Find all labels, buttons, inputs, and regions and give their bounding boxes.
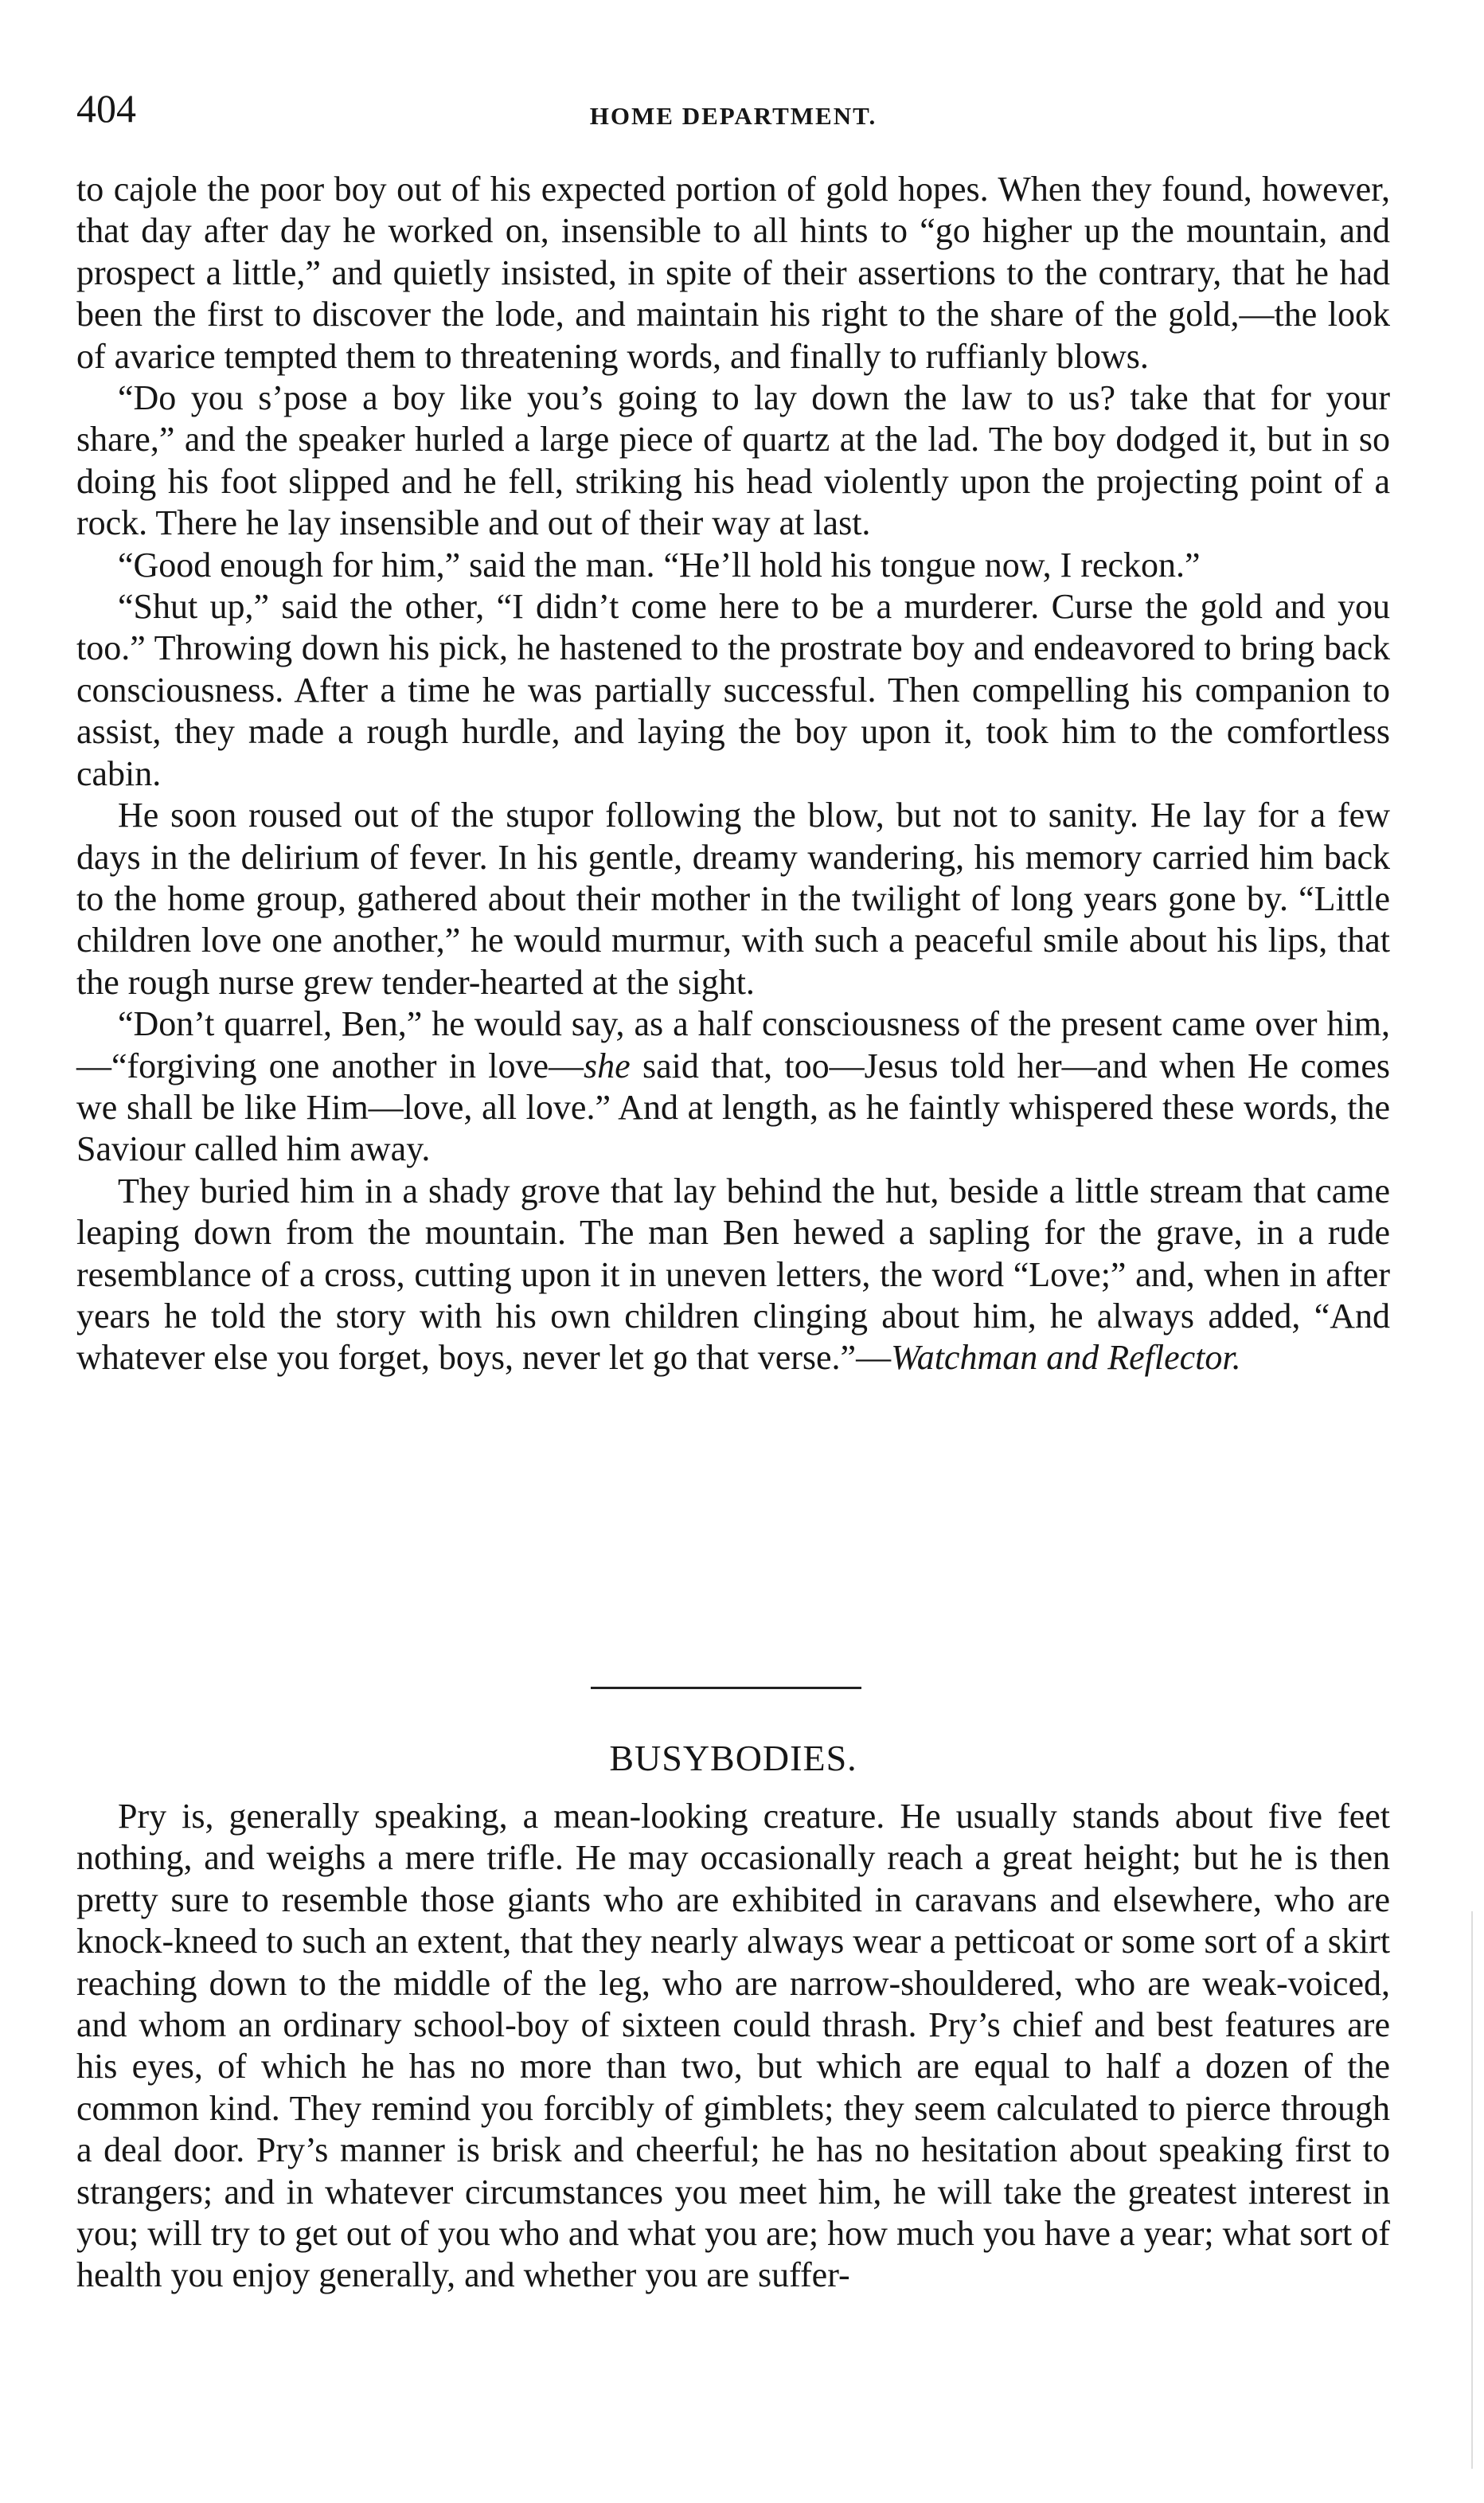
story-paragraph-5: He soon roused out of the stupor following the blow, but not to sanity. He lay for a few days in the delirium of fever. In his gentle, dreamy wandering, his memory carried him back to the home group, gathered about their mother in the twilight of long years gone by. “Little children love one another,” he would murmur, with such a peaceful smile about his lips, that the rough nurse grew tender-hearted at the sight. xyxy=(76,796,1390,1002)
story-paragraph-7-text: They buried him in a shady grove that lay behind the hut, beside a little stream that came leaping down from the mountain. The man Ben hewed a sapling for the grave, in a rude resemblance of a cross, cutting upon it in uneven letters, the word “Love;” and, when in after years he told the story with his own children clinging about him, he always added, “And whatever else you forget, boys, never let go that verse.”— xyxy=(76,1171,1390,1378)
story-paragraph-2: “Do you s’pose a boy like you’s going to lay down the law to us? take that for your share,” and the speaker hurled a large piece of quartz at the lad. The boy dodged it, but in so doing his foot slipped and he fell, striking his head violently upon the projecting point of a rock. There he lay insensible and out of their way at last. xyxy=(76,378,1390,543)
story-paragraph-6-part-1: “Don’t quarrel, Ben,” he would say, as a half consciousness of the present came over him,—“forgiving one another in love— xyxy=(76,1004,1390,1085)
story-paragraph-6 xyxy=(76,1003,1390,1171)
section-divider xyxy=(591,1687,861,1689)
page-number: 404 xyxy=(76,86,136,131)
story-paragraph-3: “Good enough for him,” said the man. “He’ll hold his tongue now, I reckon.” xyxy=(118,545,1201,585)
story-paragraph-6-part-2: said that, too—Jesus told her—and when He comes we shall be like Him—love, all love.” And at length, as he faintly whispered these words, the Saviour called him away. xyxy=(76,1046,1390,1169)
story-paragraph-7 xyxy=(76,1171,1390,1379)
section-text xyxy=(76,1796,1390,2297)
emphasis-she: she xyxy=(584,1046,631,1085)
page-header xyxy=(76,76,1390,140)
story-text xyxy=(76,169,1390,1379)
section-title: BUSYBODIES. xyxy=(609,1738,857,1778)
story-paragraph-1: to cajole the poor boy out of his expected portion of gold hopes. When they found, however, that day after day he worked on, insensible to all hints to “go higher up the mountain, and prospect a little,” and quietly insisted, in spite of their assertions to the contrary, that he had been the first to discover the lode, and maintain his right to the share of the gold,—the look of avarice tempted them to threatening words, and finally to ruffianly blows. xyxy=(76,170,1390,376)
story-paragraph-4: “Shut up,” said the other, “I didn’t come here to be a murderer. Curse the gold and you too.” Throwing down his pick, he hastened to the prostrate boy and endeavored to bring back consciousness. After a time he was partially successful. Then compelling his companion to assist, they made a rough hurdle, and laying the boy upon it, took him to the comfortless cabin. xyxy=(76,587,1390,793)
section-paragraph-1: Pry is, generally speaking, a mean-looking creature. He usually stands about five feet nothing, and weighs a mere trifle. He may occasionally reach a great height; but he is then pretty sure to resemble those giants who are exhibited in caravans and elsewhere, who are knock-kneed to such an extent, that they nearly always wear a petticoat or some sort of a skirt reaching down to the middle of the leg, who are narrow-shouldered, who are weak-voiced, and whom an ordinary school-boy of sixteen could thrash. Pry’s chief and best features are his eyes, of which he has no more than two, but which are equal to half a dozen of the common kind. They remind you forcibly of gimblets; they seem calculated to pierce through a deal door. Pry’s manner is brisk and cheerful; he has no hesitation about speaking first to strangers; and in whatever circumstances you meet him, he will take the greatest interest in you; will try to get out of you who and what you are; how much you have a year; what sort of health you enjoy generally, and whether you are suffer- xyxy=(76,1797,1390,2295)
running-head: HOME DEPARTMENT. xyxy=(589,102,877,130)
page-edge-shadow xyxy=(1471,1911,1473,2469)
source-attribution: Watchman and Reflector. xyxy=(891,1338,1241,1378)
